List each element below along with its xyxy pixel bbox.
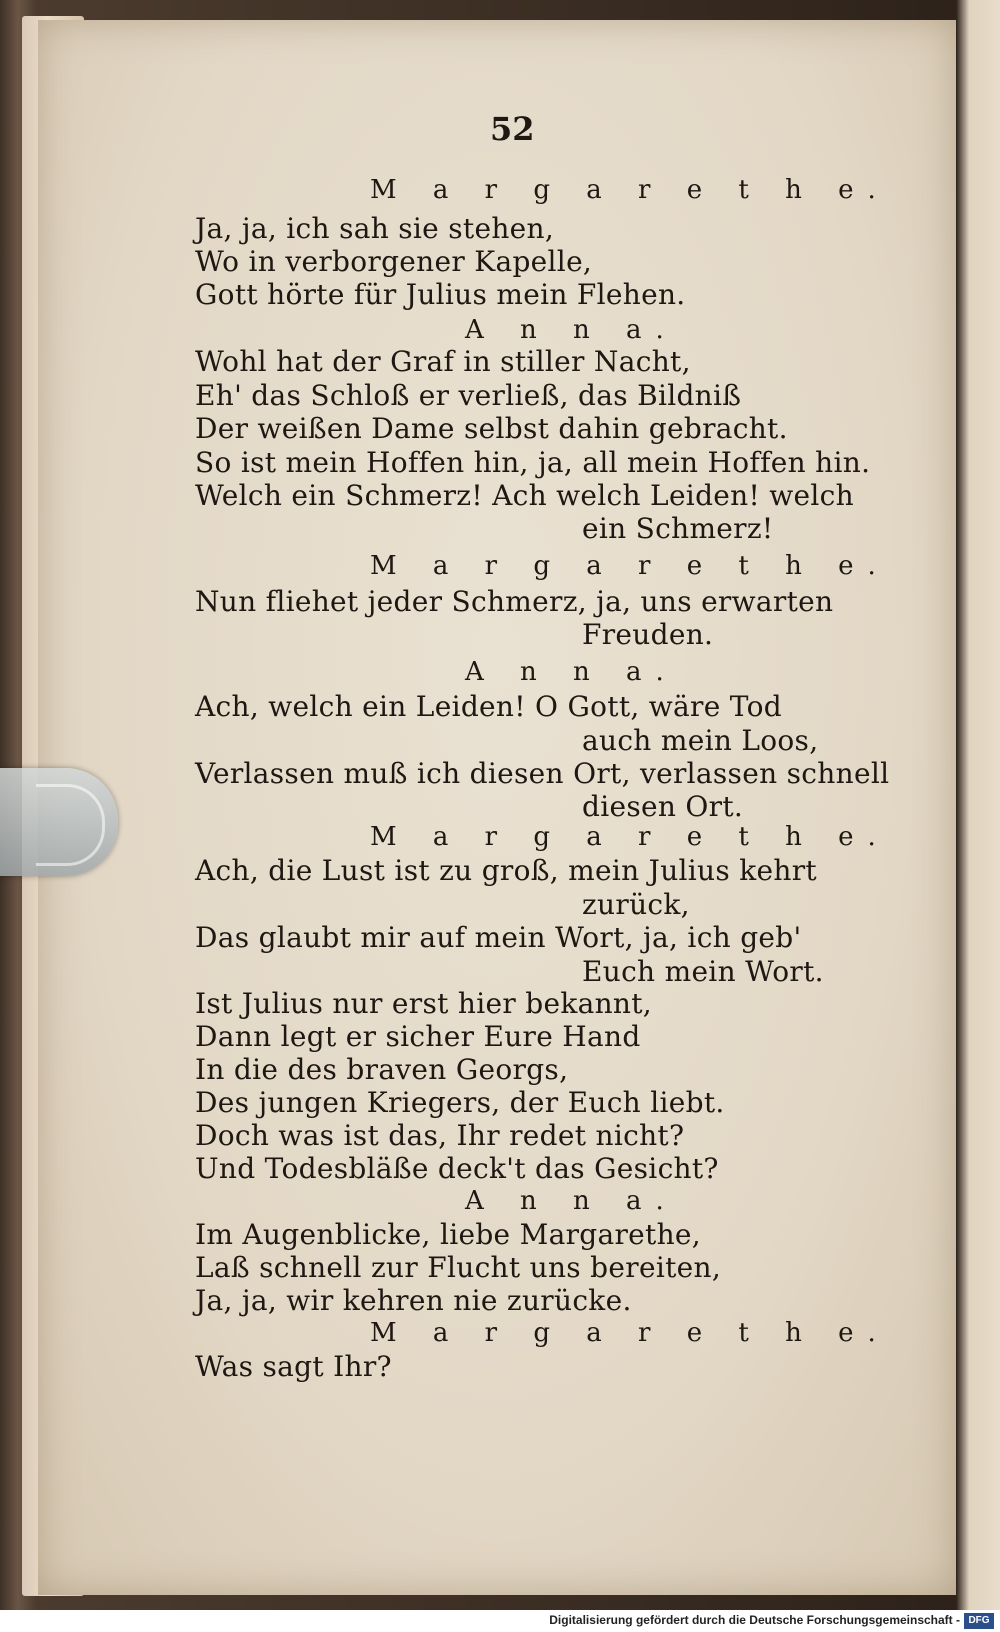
verse-line-continuation: diesen Ort. bbox=[582, 790, 744, 823]
speaker-heading: M a r g a r e t h e. bbox=[370, 1318, 890, 1348]
verse-line-continuation: zurück, bbox=[582, 888, 690, 921]
verse-line: Wo in verborgener Kapelle, bbox=[195, 245, 593, 278]
verse-line: Doch was ist das, Ihr redet nicht? bbox=[195, 1119, 685, 1152]
verse-line: Laß schnell zur Flucht uns bereiten, bbox=[195, 1251, 722, 1284]
speaker-heading: A n n a. bbox=[465, 657, 678, 687]
verse-line: Ist Julius nur erst hier bekannt, bbox=[195, 987, 652, 1020]
verse-line: Welch ein Schmerz! Ach welch Leiden! welch bbox=[195, 479, 854, 512]
verse-line: Der weißen Dame selbst dahin gebracht. bbox=[195, 412, 788, 445]
verse-line-continuation: Freuden. bbox=[582, 618, 714, 651]
page-clip bbox=[0, 768, 118, 876]
verse-line: Des jungen Kriegers, der Euch liebt. bbox=[195, 1086, 725, 1119]
verse-line: Ach, die Lust ist zu groß, mein Julius kehrt bbox=[195, 854, 817, 887]
speaker-heading: M a r g a r e t h e. bbox=[370, 822, 890, 852]
dfg-logo-icon: DFG bbox=[964, 1613, 994, 1629]
verse-line: Ja, ja, wir kehren nie zurücke. bbox=[195, 1284, 632, 1317]
speaker-heading: M a r g a r e t h e. bbox=[370, 175, 890, 205]
speaker-heading: A n n a. bbox=[465, 1186, 678, 1216]
funding-credit: Digitalisierung gefördert durch die Deutsche Forschungsgemeinschaft - bbox=[549, 1613, 960, 1627]
verse-line: Und Todesbläße deck't das Gesicht? bbox=[195, 1152, 719, 1185]
verse-line: In die des braven Georgs, bbox=[195, 1053, 569, 1086]
verse-line: Verlassen muß ich diesen Ort, verlassen schnell bbox=[195, 757, 890, 790]
verse-line: Im Augenblicke, liebe Margarethe, bbox=[195, 1218, 701, 1251]
verse-line: Was sagt Ihr? bbox=[195, 1350, 392, 1383]
speaker-heading: A n n a. bbox=[465, 315, 678, 345]
verse-line: Nun fliehet jeder Schmerz, ja, uns erwarten bbox=[195, 585, 834, 618]
verse-line: Ach, welch ein Leiden! O Gott, wäre Tod bbox=[195, 690, 782, 723]
verse-line-continuation: Euch mein Wort. bbox=[582, 955, 824, 988]
verse-line: Eh' das Schloß er verließ, das Bildniß bbox=[195, 379, 742, 412]
verse-line-continuation: auch mein Loos, bbox=[582, 724, 819, 757]
verse-line: Das glaubt mir auf mein Wort, ja, ich geb' bbox=[195, 921, 802, 954]
clip-highlight bbox=[36, 784, 105, 866]
verse-line: Gott hörte für Julius mein Flehen. bbox=[195, 278, 686, 311]
speaker-heading: M a r g a r e t h e. bbox=[370, 551, 890, 581]
page-number: 52 bbox=[490, 110, 535, 148]
verse-line-continuation: ein Schmerz! bbox=[582, 512, 774, 545]
verse-line: Ja, ja, ich sah sie stehen, bbox=[195, 212, 555, 245]
verse-line: Dann legt er sicher Eure Hand bbox=[195, 1020, 641, 1053]
verse-line: So ist mein Hoffen hin, ja, all mein Hoffen hin. bbox=[195, 446, 871, 479]
verse-line: Wohl hat der Graf in stiller Nacht, bbox=[195, 345, 691, 378]
footer-bar bbox=[0, 1610, 1000, 1632]
